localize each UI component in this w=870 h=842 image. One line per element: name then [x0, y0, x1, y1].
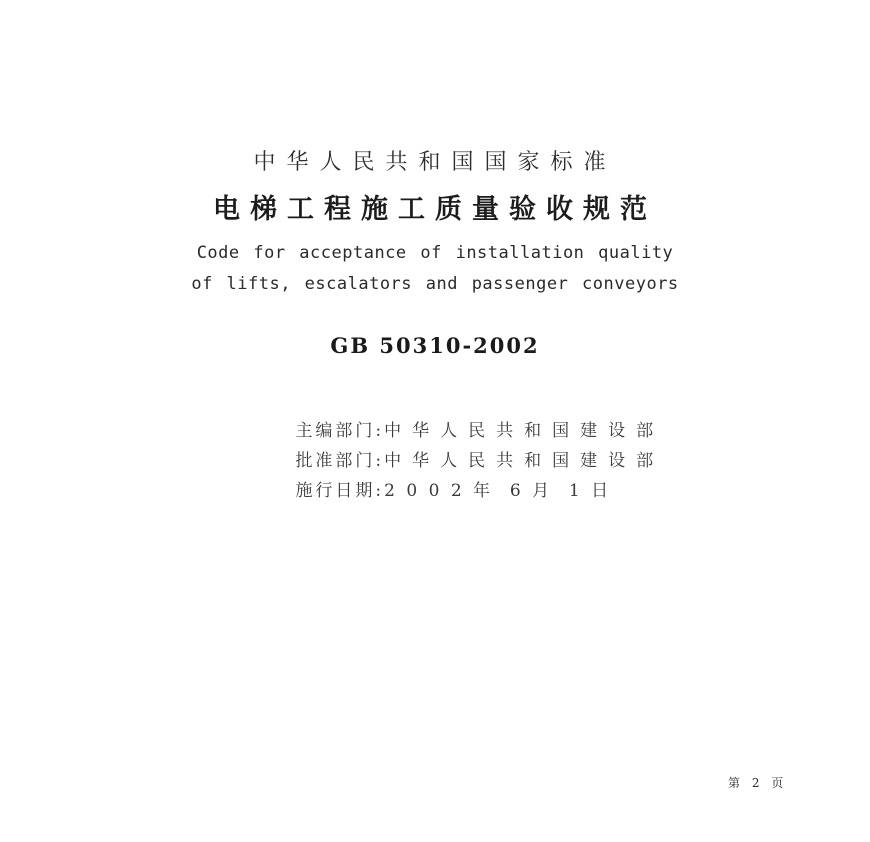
publication-metadata — [263, 398, 665, 501]
standard-name-chinese: 电梯工程施工质量验收规范 — [213, 194, 657, 225]
editor-department-value: 中华人民共和国建设部 — [384, 421, 665, 441]
standard-number: GB 50310-2002 — [330, 333, 540, 358]
editor-department-label: 主编部门: — [295, 421, 385, 441]
editor-department-line — [263, 398, 665, 441]
standard-name-english-line1: Code for acceptance of installation quality — [196, 243, 674, 263]
standard-name-english-line2: of lifts, escalators and passenger conveyors — [191, 274, 679, 294]
approver-department-label: 批准部门: — [295, 451, 385, 471]
standard-category-title: 中华人民共和国国家标准 — [253, 150, 617, 175]
effective-date-value: 2 0 0 2 年 6 月 1 日 — [384, 481, 612, 501]
page-number: 第 2 页 — [728, 776, 788, 790]
effective-date-label: 施行日期: — [295, 481, 385, 501]
approver-department-value: 中华人民共和国建设部 — [384, 451, 665, 471]
standard-name-english — [0, 243, 870, 305]
